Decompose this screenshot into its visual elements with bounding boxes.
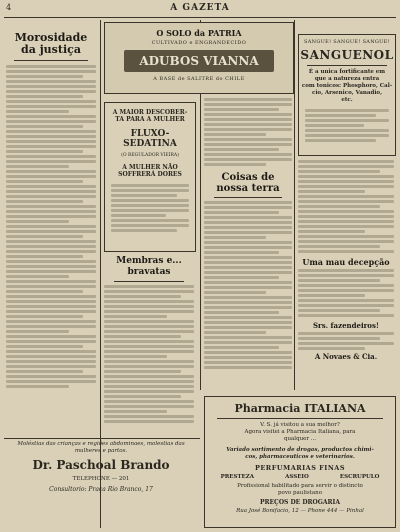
ad-sanguenol-tagline-3: com tonicos: Phosphoro, Cal- [301,83,393,89]
article-body [6,65,96,388]
headline-coisas-de: Coisas de [221,172,275,183]
ad-sanguenol-tagline-5: etc. [341,97,353,103]
ad-fluxo-line1: A MAIOR DESCOBER- [112,109,188,116]
quality-escrupulo: ESCRUPULO [339,474,380,480]
column-3 [204,96,292,390]
ad-pharmacia-line2: Agora visitei a Pharmacia Italiana, para [244,429,356,435]
ad-fluxo-body [105,178,195,238]
ad-sanguenol-tagline-2: que a natureza entra [314,76,380,82]
doctor-name: Dr. Paschoal Brando [32,458,170,472]
ad-pharmacia-line6: PERFUMARIAS FINAS [254,464,346,472]
column-4 [298,158,394,390]
ad-sanguenol-brand: SANGUENOL [300,48,394,62]
ad-rule [217,418,383,419]
headline-rule [214,197,282,198]
ad-rule [307,65,387,66]
ad-fluxo-line3: (O REGULADOR VIEIRA) [121,153,179,158]
page-number: 4 [6,3,13,12]
fluxo-sedatina-ad [104,102,196,252]
ad-sanguenol-tagline-1: É a unica fortificante em [308,69,386,75]
closing-novaes: A Novaes & Cia. [314,352,378,361]
article-body-top [298,160,394,253]
ad-pharmacia-qualities [205,474,395,480]
column-divider [294,20,295,390]
ad-pharmacia-line7: Profissional habilitado para servir o distincto [237,483,363,489]
doctor-phone: TELEPHONE — 201 [72,476,130,482]
ad-fluxo-line4: A MULHER NÃO [122,164,178,171]
headline-da-justica: da justiça [21,43,81,56]
ad-pharmacia-line4: Variado sortimento de drogas, productos chimi- [226,447,374,453]
doctor-specialties: Moléstias das crianças e regiões abdominaes, molestias das mulheres e partos. [17,441,185,454]
sanguenol-ad [298,34,396,156]
headline-rule [14,60,88,61]
doctor-address: Consultorio: Praça Rio Branco, 17 [49,486,153,493]
ad-fluxo-brand: FLUXO-SEDATINA [123,129,177,149]
quality-presteza: PRESTEZA [220,474,255,480]
headline-uma-mau-decepcao: Uma mau decepção [302,257,390,267]
column-2 [104,254,194,434]
ad-pharmacia-line5: cos, pharmaceuticos e veterinarios. [245,454,355,460]
quality-asseio: ASSEIO [285,474,309,480]
ad-sanguenol-top: SANGUE! SANGUE! SANGUE! [304,39,390,45]
pharmacia-italiana-ad [204,396,396,528]
headline-rule [114,281,184,282]
article-body [204,201,292,369]
masthead-rule [4,17,396,18]
headline-nossa-terra: nossa terra [216,183,280,194]
ad-pharmacia-line8: povo paulistano [277,490,323,496]
headline-membras: Membras e... bravatas [116,256,182,277]
ad-pharmacia-title: Pharmacia ITALIANA [234,402,366,415]
ad-patria-line1: O SOLO da PATRIA [156,28,242,38]
closing-fazendeiros: Srs. fazendeiros! [312,321,379,330]
ad-pharmacia-line9: PREÇOS DE DROGARIA [259,499,340,506]
column-1 [6,22,96,492]
ad-pharmacia-address: Rua José Bonifacio, 12 — Phone 444 — Pinhal [236,508,364,514]
ad-pharmacia-line3: qualquer ... [283,436,317,442]
adubos-vianna-ad [104,22,294,94]
ad-fluxo-line2: TA PARA A MULHER [115,116,185,123]
article-body [298,269,394,317]
ad-rule [4,438,200,439]
ad-patria-brand: ADUBOS VIANNA [124,50,274,72]
ad-patria-line2: CULTIVADO e ENGRANDECIDO [151,40,247,46]
article-body-top [204,98,292,166]
headline-morosidade: Morosidade [14,31,88,44]
ad-pharmacia-line1: V. S. já visitou a sua melhor? [260,422,340,428]
ad-sanguenol-body [299,104,395,147]
masthead [0,0,400,18]
newspaper-title: A GAZETA [170,3,230,13]
article-body-closing [298,332,394,350]
ad-sanguenol-tagline-4: cio, Arsenico, Vanadio, [311,90,383,96]
article-body [104,285,194,423]
ad-patria-line3: A BASE de SALITRE do CHILE [153,76,245,82]
ad-fluxo-line5: SOFFRERÁ DORES [118,171,182,178]
